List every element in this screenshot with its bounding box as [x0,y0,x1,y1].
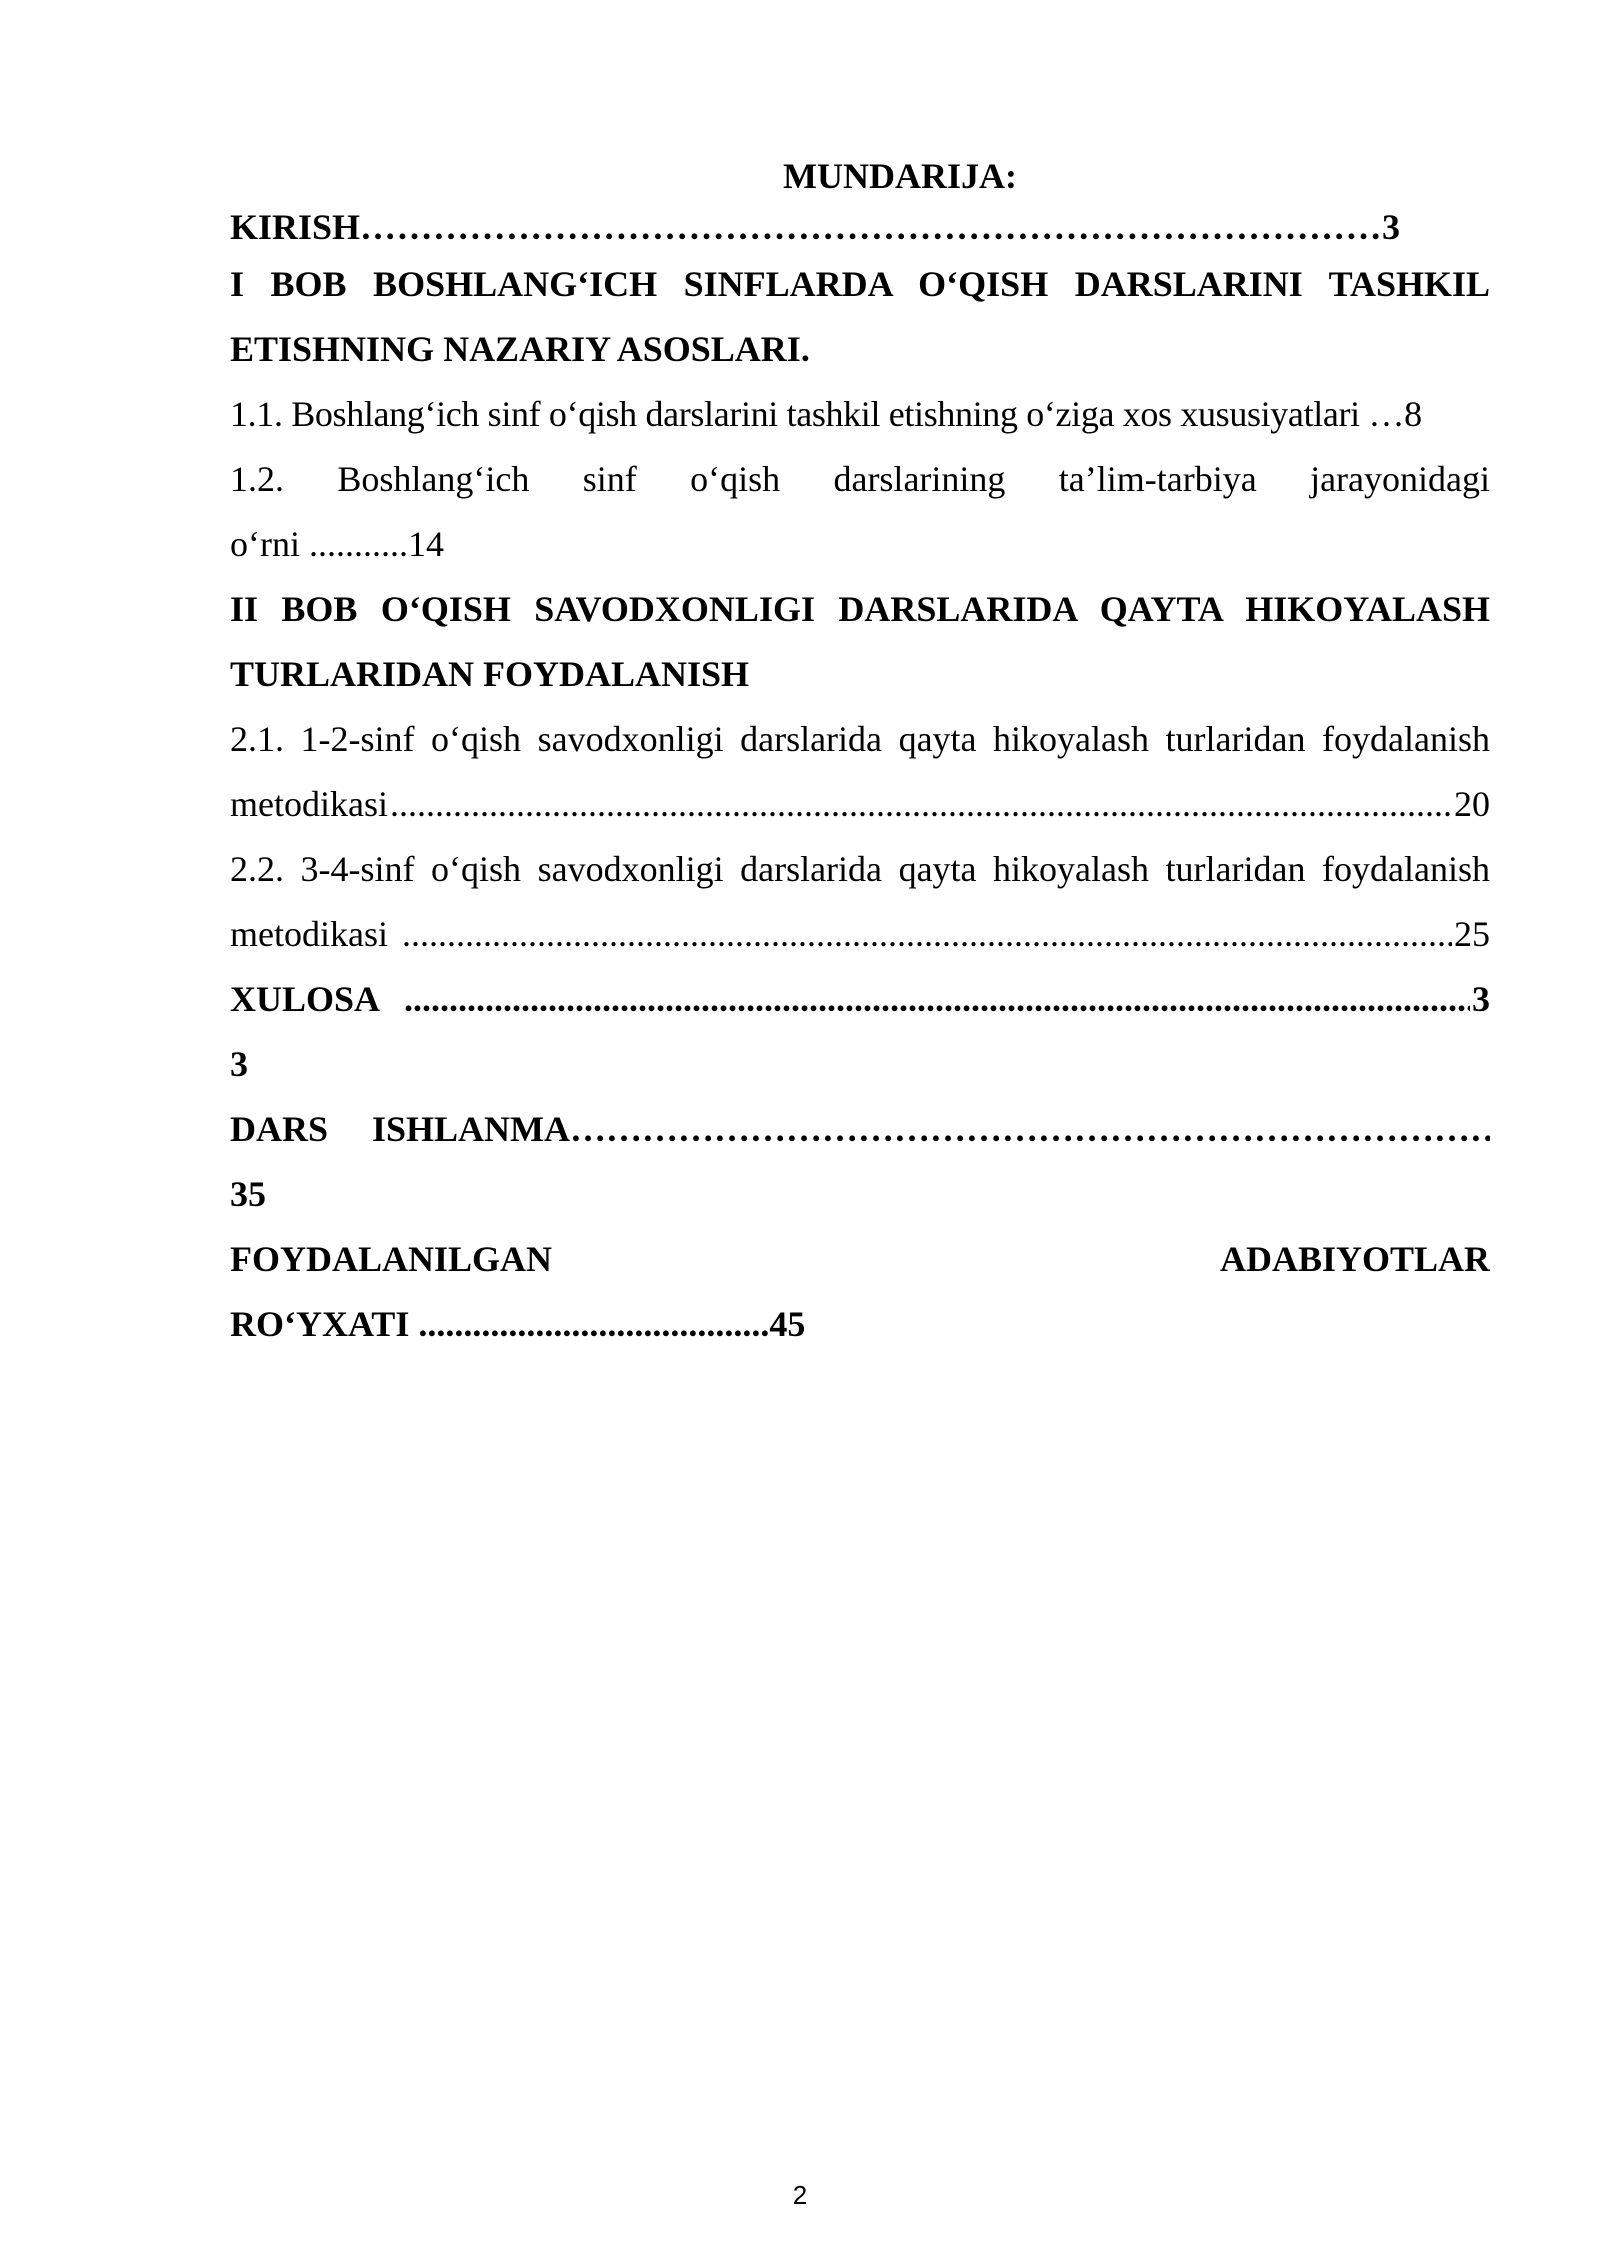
toc-section-1-2-line-1: 1.2. Boshlang‘ich sinf o‘qish darslarining ta’lim-tarbiya jarayonidagi [230,459,1490,499]
table-of-contents [230,150,1490,1357]
toc-entry-label: XULOSA [230,979,381,1019]
page-number: 2 [792,2180,808,2210]
toc-leader-dots [404,967,1470,1032]
toc-entry-label-word: ADABIYOTLAR [1219,1239,1490,1279]
toc-leader-dots: ………………………………………………………………………… [360,207,1383,247]
toc-page-number: 25 [1454,914,1490,954]
toc-entry-label: metodikasi [230,784,388,824]
toc-entry-xulosa-page-wrap: 3 [230,1044,248,1084]
toc-leader-dots [390,772,1452,837]
toc-chapter-1-line-1: I BOB BOSHLANG‘ICH SINFLARDA O‘QISH DARSLARINI TASHKIL [230,264,1490,304]
toc-section-1-1: 1.1. Boshlang‘ich sinf o‘qish darslarini tashkil etishning o‘ziga xos xususiyatlari …8 [230,394,1422,434]
toc-page-number: 3 [1382,207,1401,247]
toc-chapter-2-line-1: II BOB O‘QISH SAVODXONLIGI DARSLARIDA QAYTA HIKOYALASH [230,589,1490,629]
toc-section-2-1-line-2 [230,772,1490,837]
toc-entry-adabiyotlar-line-1 [230,1227,1490,1292]
toc-section-2-2-line-1: 2.2. 3-4-sinf o‘qish savodxonligi darslarida qayta hikoyalash turlaridan foydalanish [230,849,1490,889]
toc-section-2-2-line-2 [230,902,1490,967]
toc-entry-label-word: FOYDALANILGAN [230,1239,553,1279]
toc-entry-xulosa [230,967,1490,1032]
toc-entry-label-word: ISHLANMA [372,1109,571,1149]
toc-chapter-1-line-2: ETISHNING NAZARIY ASOSLARI. [230,329,810,369]
toc-entry-dars-page: 35 [230,1174,266,1214]
toc-entry-label: metodikasi [230,914,388,954]
toc-section-1-2-line-2: o‘rni ...........14 [230,524,444,564]
toc-page-number: 20 [1454,784,1490,824]
toc-leader-dots [570,1097,1490,1162]
toc-entry-kirish [230,202,1490,252]
toc-heading: MUNDARIJA: [783,156,1017,196]
toc-entry-label-word: DARS [230,1109,329,1149]
toc-chapter-2-line-2: TURLARIDAN FOYDALANISH [230,654,750,694]
toc-entry-adabiyotlar-line-2: RO‘YXATI .......................................45 [230,1304,806,1344]
toc-entry-label: KIRISH [230,207,361,247]
toc-page-number: 3 [1472,979,1490,1019]
toc-section-2-1-line-1: 2.1. 1-2-sinf o‘qish savodxonligi darslarida qayta hikoyalash turlaridan foydalanish [230,719,1490,759]
toc-leader-dots [402,902,1452,967]
toc-entry-dars-ishlanma [230,1097,1490,1162]
